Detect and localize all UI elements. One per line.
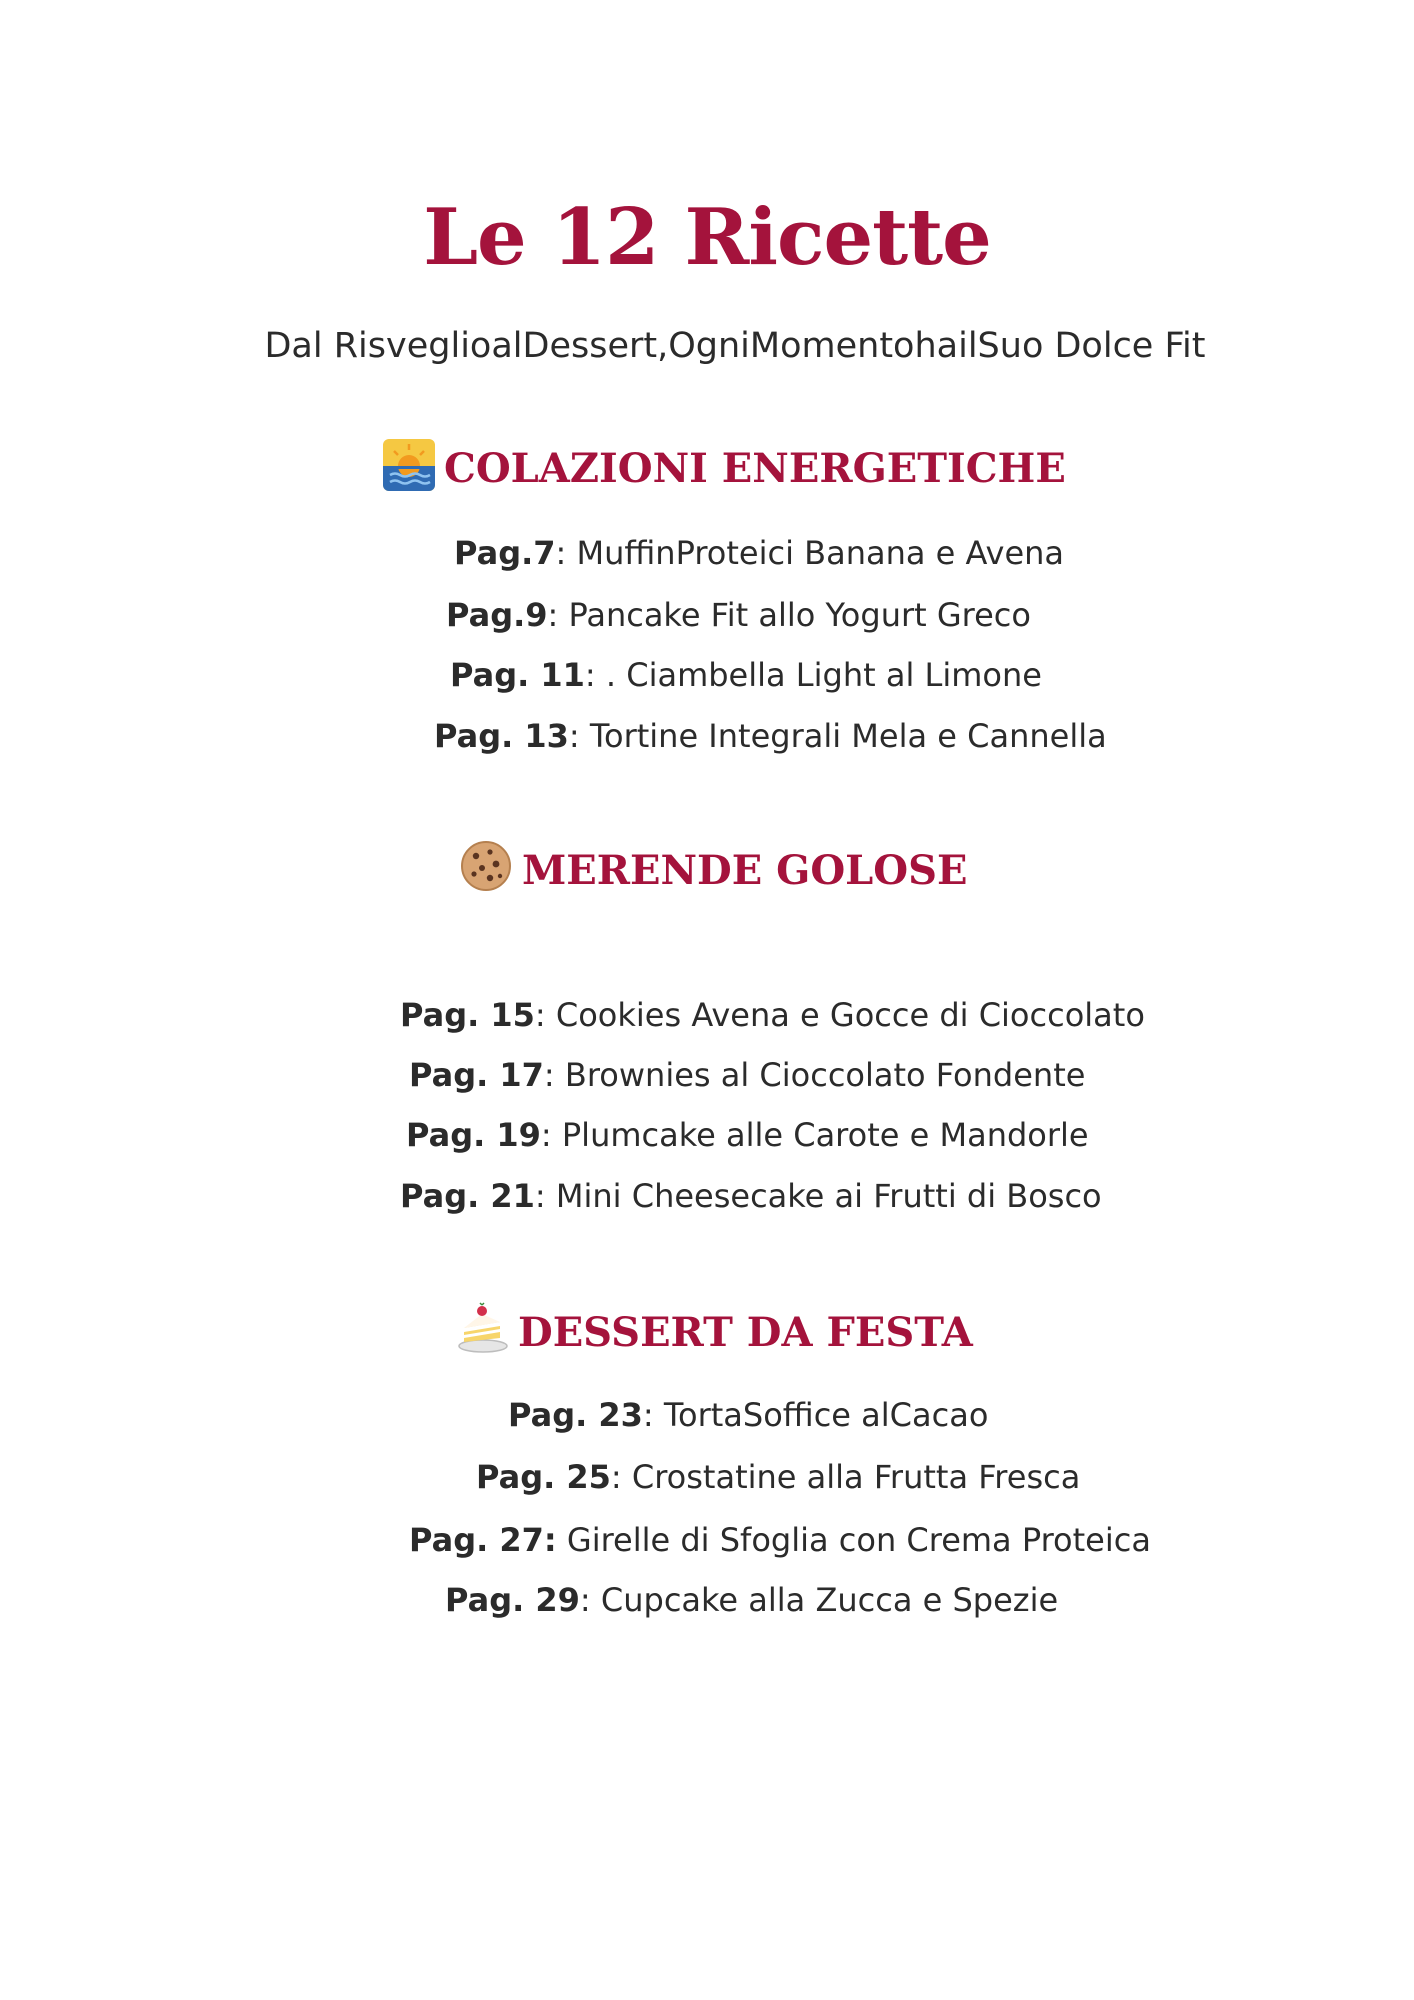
section-heading-dessert: DESSERT DA FESTA xyxy=(518,1309,973,1356)
list-item: Pag. 19: Plumcake alle Carote e Mandorle xyxy=(406,1116,1089,1154)
list-item: Pag.9: Pancake Fit allo Yogurt Greco xyxy=(446,596,1031,634)
page-title: Le 12 Ricette xyxy=(423,192,991,283)
list-item: Pag.7: MuffinProteici Banana e Avena xyxy=(454,534,1065,572)
cookie-icon xyxy=(460,840,514,894)
sunrise-icon xyxy=(382,438,436,492)
page-subtitle: Dal RisveglioalDessert,OgniMomentohailSuo Dolce Fit xyxy=(264,326,1206,366)
list-item: Pag. 25: Crostatine alla Frutta Fresca xyxy=(476,1458,1081,1496)
list-item: Pag. 15: Cookies Avena e Gocce di Cioccolato xyxy=(400,996,1145,1034)
list-item: Pag. 13: Tortine Integrali Mela e Cannella xyxy=(434,717,1107,755)
section-colazioni xyxy=(382,438,1066,492)
section-dessert xyxy=(456,1302,973,1356)
list-item: Pag. 11: . Ciambella Light al Limone xyxy=(450,656,1042,694)
list-item: Pag. 21: Mini Cheesecake ai Frutti di Bosco xyxy=(400,1177,1102,1215)
section-merende xyxy=(460,840,968,894)
list-item: Pag. 17: Brownies al Cioccolato Fondente xyxy=(409,1056,1086,1094)
list-item: Pag. 27: Girelle di Sfoglia con Crema Proteica xyxy=(409,1521,1151,1559)
list-item: Pag. 23: TortaSoffice alCacao xyxy=(508,1396,989,1434)
section-heading-merende: MERENDE GOLOSE xyxy=(522,847,968,894)
cake-slice-icon xyxy=(456,1302,510,1356)
section-heading-colazioni: COLAZIONI ENERGETICHE xyxy=(444,445,1066,492)
list-item: Pag. 29: Cupcake alla Zucca e Spezie xyxy=(445,1581,1059,1619)
